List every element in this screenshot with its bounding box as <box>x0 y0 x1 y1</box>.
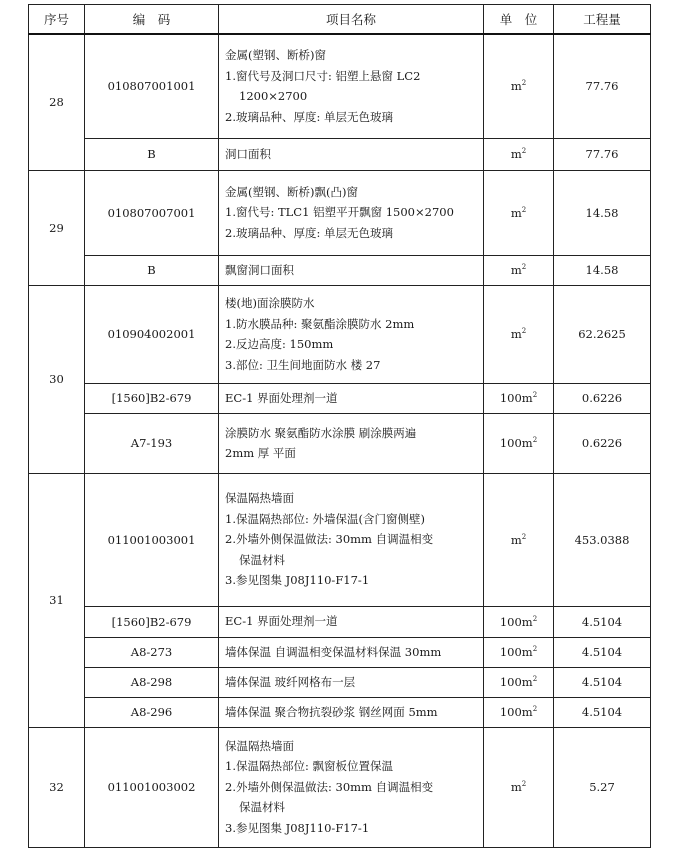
name-cell <box>219 667 484 697</box>
qty-cell: 4.5104 <box>554 637 651 667</box>
unit-cell <box>484 697 554 727</box>
name-cell <box>219 285 484 383</box>
code-cell: A8-296 <box>85 697 219 727</box>
table-row <box>29 606 651 637</box>
table-row <box>29 170 651 255</box>
qty-cell: 5.27 <box>554 727 651 847</box>
table-row <box>29 34 651 138</box>
name-line: 2.外墙外侧保温做法: 30mm 自调温相变 <box>225 532 434 547</box>
code-cell: A7-193 <box>85 413 219 473</box>
name-line: 1.防水膜品种: 聚氨酯涂膜防水 2mm <box>225 316 415 331</box>
name-cell <box>219 727 484 847</box>
name-line: EC-1 界面处理剂一道 <box>225 390 338 405</box>
name-line: 2.反边高度: 150mm <box>225 337 334 351</box>
code-cell: B <box>85 255 219 285</box>
name-line: 1.保温隔热部位: 外墙保温(含门窗侧壁) <box>225 511 425 526</box>
unit-base: 100m <box>499 645 533 659</box>
name-cell <box>219 170 484 255</box>
table-row <box>29 285 651 383</box>
unit-cell <box>484 383 554 413</box>
unit-sup: 2 <box>532 436 538 444</box>
qty-cell: 4.5104 <box>554 667 651 697</box>
unit-sup: 2 <box>521 327 527 335</box>
unit-cell <box>484 138 554 170</box>
name-line: 1.保温隔热部位: 飘窗板位置保温 <box>225 759 394 774</box>
name-cell <box>219 637 484 667</box>
name-line: 保温材料 <box>239 552 285 567</box>
unit-cell <box>484 667 554 697</box>
code-cell: 011001003002 <box>85 727 219 847</box>
name-line: 洞口面积 <box>225 146 271 161</box>
name-cell <box>219 413 484 473</box>
name-line: 2.玻璃品种、厚度: 单层无色玻璃 <box>225 109 394 124</box>
qty-cell: 14.58 <box>554 255 651 285</box>
name-line: 保温隔热墙面 <box>225 491 294 506</box>
name-line: 保温隔热墙面 <box>225 738 294 753</box>
name-cell <box>219 255 484 285</box>
unit-cell <box>484 170 554 255</box>
unit-sup: 2 <box>532 391 538 399</box>
unit-base: m <box>510 79 522 94</box>
unit-sup: 2 <box>521 532 527 541</box>
unit-base: m <box>510 327 522 341</box>
table-row <box>29 637 651 667</box>
name-cell <box>219 138 484 170</box>
bill-of-quantities-table <box>28 4 651 848</box>
name-line: 金属(塑钢、断桥)窗 <box>225 48 326 63</box>
name-line: 3.部位: 卫生间地面防水 楼 27 <box>225 357 381 372</box>
name-line: 2.玻璃品种、厚度: 单层无色玻璃 <box>225 225 394 240</box>
unit-cell <box>484 637 554 667</box>
table-row <box>29 473 651 606</box>
name-line: 3.参见图集 J08J110-F17-1 <box>225 820 370 835</box>
unit-cell <box>484 285 554 383</box>
unit-base: 100m <box>499 614 533 629</box>
code-cell: [1560]B2-679 <box>85 383 219 413</box>
unit-base: 100m <box>499 705 533 719</box>
qty-cell: 0.6226 <box>554 413 651 473</box>
code-cell: 010807007001 <box>85 170 219 255</box>
unit-base: 100m <box>499 391 533 405</box>
unit-base: 100m <box>499 675 533 689</box>
unit-cell <box>484 606 554 637</box>
unit-cell <box>484 473 554 606</box>
name-line: 金属(塑钢、断桥)飘(凸)窗 <box>225 184 358 199</box>
name-line: 1.窗代号及洞口尺寸: 铝塑上悬窗 LC2 <box>225 68 421 83</box>
header-name: 项目名称 <box>219 5 484 35</box>
name-cell <box>219 383 484 413</box>
unit-sup: 2 <box>532 645 538 653</box>
header-seq: 序号 <box>29 5 85 35</box>
unit-cell <box>484 34 554 138</box>
name-line: 2.外墙外侧保温做法: 30mm 自调温相变 <box>225 779 434 794</box>
unit-sup: 2 <box>532 675 538 683</box>
name-cell <box>219 34 484 138</box>
header-unit: 单 位 <box>484 5 554 35</box>
code-cell: [1560]B2-679 <box>85 606 219 637</box>
table-row <box>29 697 651 727</box>
seq-cell: 31 <box>29 473 85 727</box>
unit-sup: 2 <box>532 705 538 713</box>
name-line: 墙体保温 聚合物抗裂砂浆 钢丝网面 5mm <box>225 704 438 719</box>
name-cell <box>219 606 484 637</box>
code-cell: 010904002001 <box>85 285 219 383</box>
unit-sup: 2 <box>521 147 527 155</box>
name-line: 1.窗代号: TLC1 铝塑平开飘窗 1500×2700 <box>225 205 454 220</box>
qty-cell: 453.0388 <box>554 473 651 606</box>
seq-cell: 29 <box>29 170 85 285</box>
unit-base: m <box>510 263 522 277</box>
table-row <box>29 413 651 473</box>
unit-base: m <box>510 147 522 161</box>
qty-cell: 4.5104 <box>554 606 651 637</box>
name-line: 飘窗洞口面积 <box>225 262 294 277</box>
qty-cell: 0.6226 <box>554 383 651 413</box>
seq-cell: 28 <box>29 34 85 170</box>
name-cell <box>219 473 484 606</box>
code-cell: 010807001001 <box>85 34 219 138</box>
name-line: 保温材料 <box>239 800 285 815</box>
unit-sup: 2 <box>521 263 527 271</box>
name-line: 2mm 厚 平面 <box>225 446 296 460</box>
table-row <box>29 255 651 285</box>
unit-sup: 2 <box>521 79 527 88</box>
name-line: 墙体保温 玻纤网格布一层 <box>225 674 356 689</box>
unit-cell <box>484 413 554 473</box>
name-line: EC-1 界面处理剂一道 <box>225 614 338 629</box>
table-row <box>29 667 651 697</box>
name-line: 1200×2700 <box>239 89 308 104</box>
unit-cell <box>484 255 554 285</box>
unit-base: m <box>510 205 522 220</box>
unit-sup: 2 <box>521 205 527 214</box>
unit-cell <box>484 727 554 847</box>
code-cell: B <box>85 138 219 170</box>
name-cell <box>219 697 484 727</box>
name-line: 3.参见图集 J08J110-F17-1 <box>225 573 370 588</box>
header-code: 编 码 <box>85 5 219 35</box>
qty-cell: 4.5104 <box>554 697 651 727</box>
qty-cell: 77.76 <box>554 138 651 170</box>
name-line: 涂膜防水 聚氨酯防水涂膜 刷涂膜两遍 <box>225 425 417 440</box>
header-qty: 工程量 <box>554 5 651 35</box>
unit-base: 100m <box>499 436 533 450</box>
unit-base: m <box>510 532 522 547</box>
name-line: 楼(地)面涂膜防水 <box>225 296 315 310</box>
table-row <box>29 138 651 170</box>
table-row <box>29 383 651 413</box>
qty-cell: 62.2625 <box>554 285 651 383</box>
qty-cell: 77.76 <box>554 34 651 138</box>
unit-sup: 2 <box>532 614 538 623</box>
table-row <box>29 727 651 847</box>
qty-cell: 14.58 <box>554 170 651 255</box>
name-line: 墙体保温 自调温相变保温材料保温 30mm <box>225 644 442 659</box>
code-cell: A8-273 <box>85 637 219 667</box>
seq-cell: 32 <box>29 727 85 847</box>
code-cell: A8-298 <box>85 667 219 697</box>
unit-sup: 2 <box>521 780 527 788</box>
table-header-row <box>29 5 651 35</box>
unit-base: m <box>510 780 522 794</box>
code-cell: 011001003001 <box>85 473 219 606</box>
seq-cell: 30 <box>29 285 85 473</box>
